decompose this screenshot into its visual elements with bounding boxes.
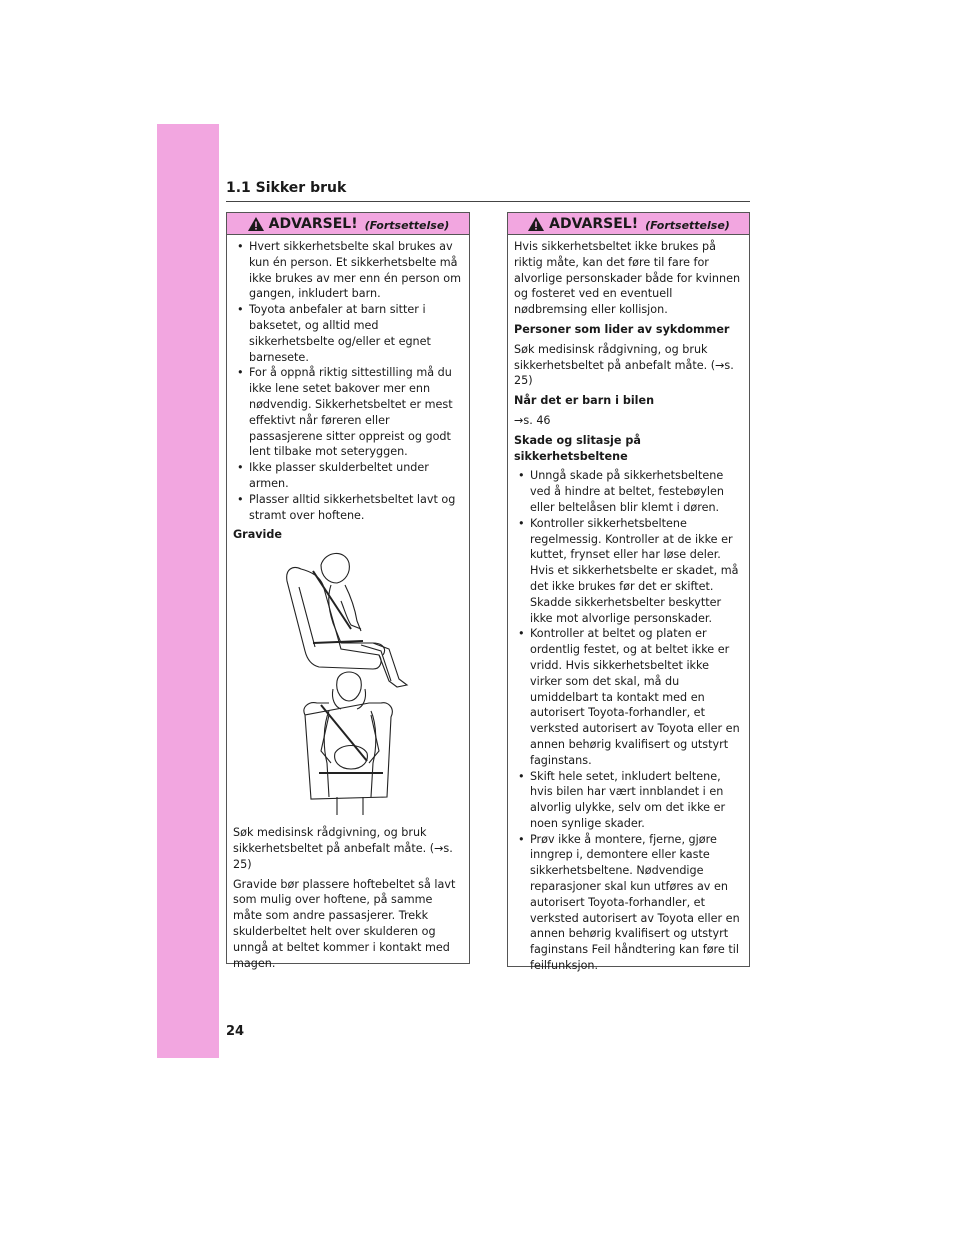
list-item: • Kontroller sikkerhetsbeltene regelmessig. Kontroller at de ikke er kuttet, frynset eller har løse deler. Hvis et sikkerhetsbelte er skadet, må det ikke brukes før det er skiftet. Skadde sikkerhetsbelter beskytter ikke mot alvorlige personskader. xyxy=(514,516,743,627)
paragraph-medical: Søk medisinsk rådgivning, og bruk sikkerhetsbeltet på anbefalt måte. (→s. 25) xyxy=(233,826,453,871)
bullet-list xyxy=(514,468,743,974)
warning-content xyxy=(227,235,469,971)
list-item: • Unngå skade på sikkerhetsbeltene ved å hindre at beltet, festebøylen eller beltelåsen blir klemt i døren. xyxy=(514,468,743,515)
warning-subtitle: (Fortsettelse) xyxy=(364,218,450,232)
warning-triangle-icon xyxy=(247,216,265,232)
warning-header xyxy=(508,213,749,235)
list-item: • Kontroller at beltet og platen er ordentlig festet, og at beltet ikke er vridd. Hvis sikkerhetsbeltet ikke virker som det skal, må du umiddelbart ta kontakt med en autorisert Toyota-forhandler, et verksted autorisert av Toyota eller en annen behørig kvalifisert og utstyrt faginstans. xyxy=(514,626,743,768)
pregnant-seatbelt-illustration xyxy=(233,547,463,821)
list-item: • For å oppnå riktig sittestilling må du ikke lene setet bakover mer enn nødvendig. Sikkerhetsbeltet er mest effektivt når føreren eller passasjerene sitter oppreist og godt lent tilbake mot seteryggen. xyxy=(233,365,463,460)
paragraph-children-ref: →s. 46 xyxy=(514,413,551,427)
warning-box-left xyxy=(226,212,470,970)
warning-content xyxy=(508,235,749,974)
list-item: • Hvert sikkerhetsbelte skal brukes av kun én person. Et sikkerhetsbelte må ikke brukes av mer enn én person om gangen, inkludert barn. xyxy=(233,239,463,302)
side-tab-bar xyxy=(157,124,219,1058)
warning-header xyxy=(227,213,469,235)
bullet-list xyxy=(233,239,463,523)
paragraph-illness: Søk medisinsk rådgivning, og bruk sikkerhetsbeltet på anbefalt måte. (→s. 25) xyxy=(514,342,734,388)
warning-triangle-icon xyxy=(527,216,545,232)
warning-title: ADVARSEL! xyxy=(549,215,639,232)
warning-title: ADVARSEL! xyxy=(268,215,358,232)
warning-box-right xyxy=(507,212,750,973)
list-item: • Plasser alltid sikkerhetsbeltet lavt og stramt over hoftene. xyxy=(233,492,463,524)
page-number: 24 xyxy=(226,1024,245,1039)
heading-illness: Personer som lider av sykdommer xyxy=(514,322,730,336)
list-item: • Ikke plasser skulderbeltet under armen. xyxy=(233,460,463,492)
heading-damage: Skade og slitasje på sikkerhetsbeltene xyxy=(514,433,641,463)
heading-children: Når det er barn i bilen xyxy=(514,394,655,408)
paragraph-lap-belt: Gravide bør plassere hoftebeltet så lavt som mulig over hoftene, på samme måte som andre passasjerer. Trekk skulderbeltet helt over skulderen og unngå at beltet kommer i kontakt med magen. xyxy=(233,877,456,970)
warning-subtitle: (Fortsettelse) xyxy=(645,218,730,232)
paragraph-intro: Hvis sikkerhetsbeltet ikke brukes på riktig måte, kan det føre til fare for alvorlige personskader både for kvinnen og fosteret ved en eventuell nødbremsing eller kollisjon. xyxy=(514,240,741,317)
heading-gravide: Gravide xyxy=(233,528,282,542)
list-item: • Prøv ikke å montere, fjerne, gjøre inngrep i, demontere eller kaste sikkerhetsbeltene. Nødvendige reparasjoner skal kun utføres av en autorisert Toyota-forhandler, et verksted autorisert av Toyota eller en annen behørig kvalifisert og utstyrt faginstans Feil håndtering kan føre til feilfunksjon. xyxy=(514,832,743,974)
section-header xyxy=(226,179,750,202)
section-title: 1.1 Sikker bruk xyxy=(226,180,347,196)
list-item: • Toyota anbefaler at barn sitter i baksetet, og alltid med sikkerhetsbelte og/eller et egnet barnesete. xyxy=(233,302,463,365)
list-item: • Skift hele setet, inkludert beltene, hvis bilen har vært innblandet i en alvorlig ulykke, selv om det ikke er noen synlige skader. xyxy=(514,769,743,832)
